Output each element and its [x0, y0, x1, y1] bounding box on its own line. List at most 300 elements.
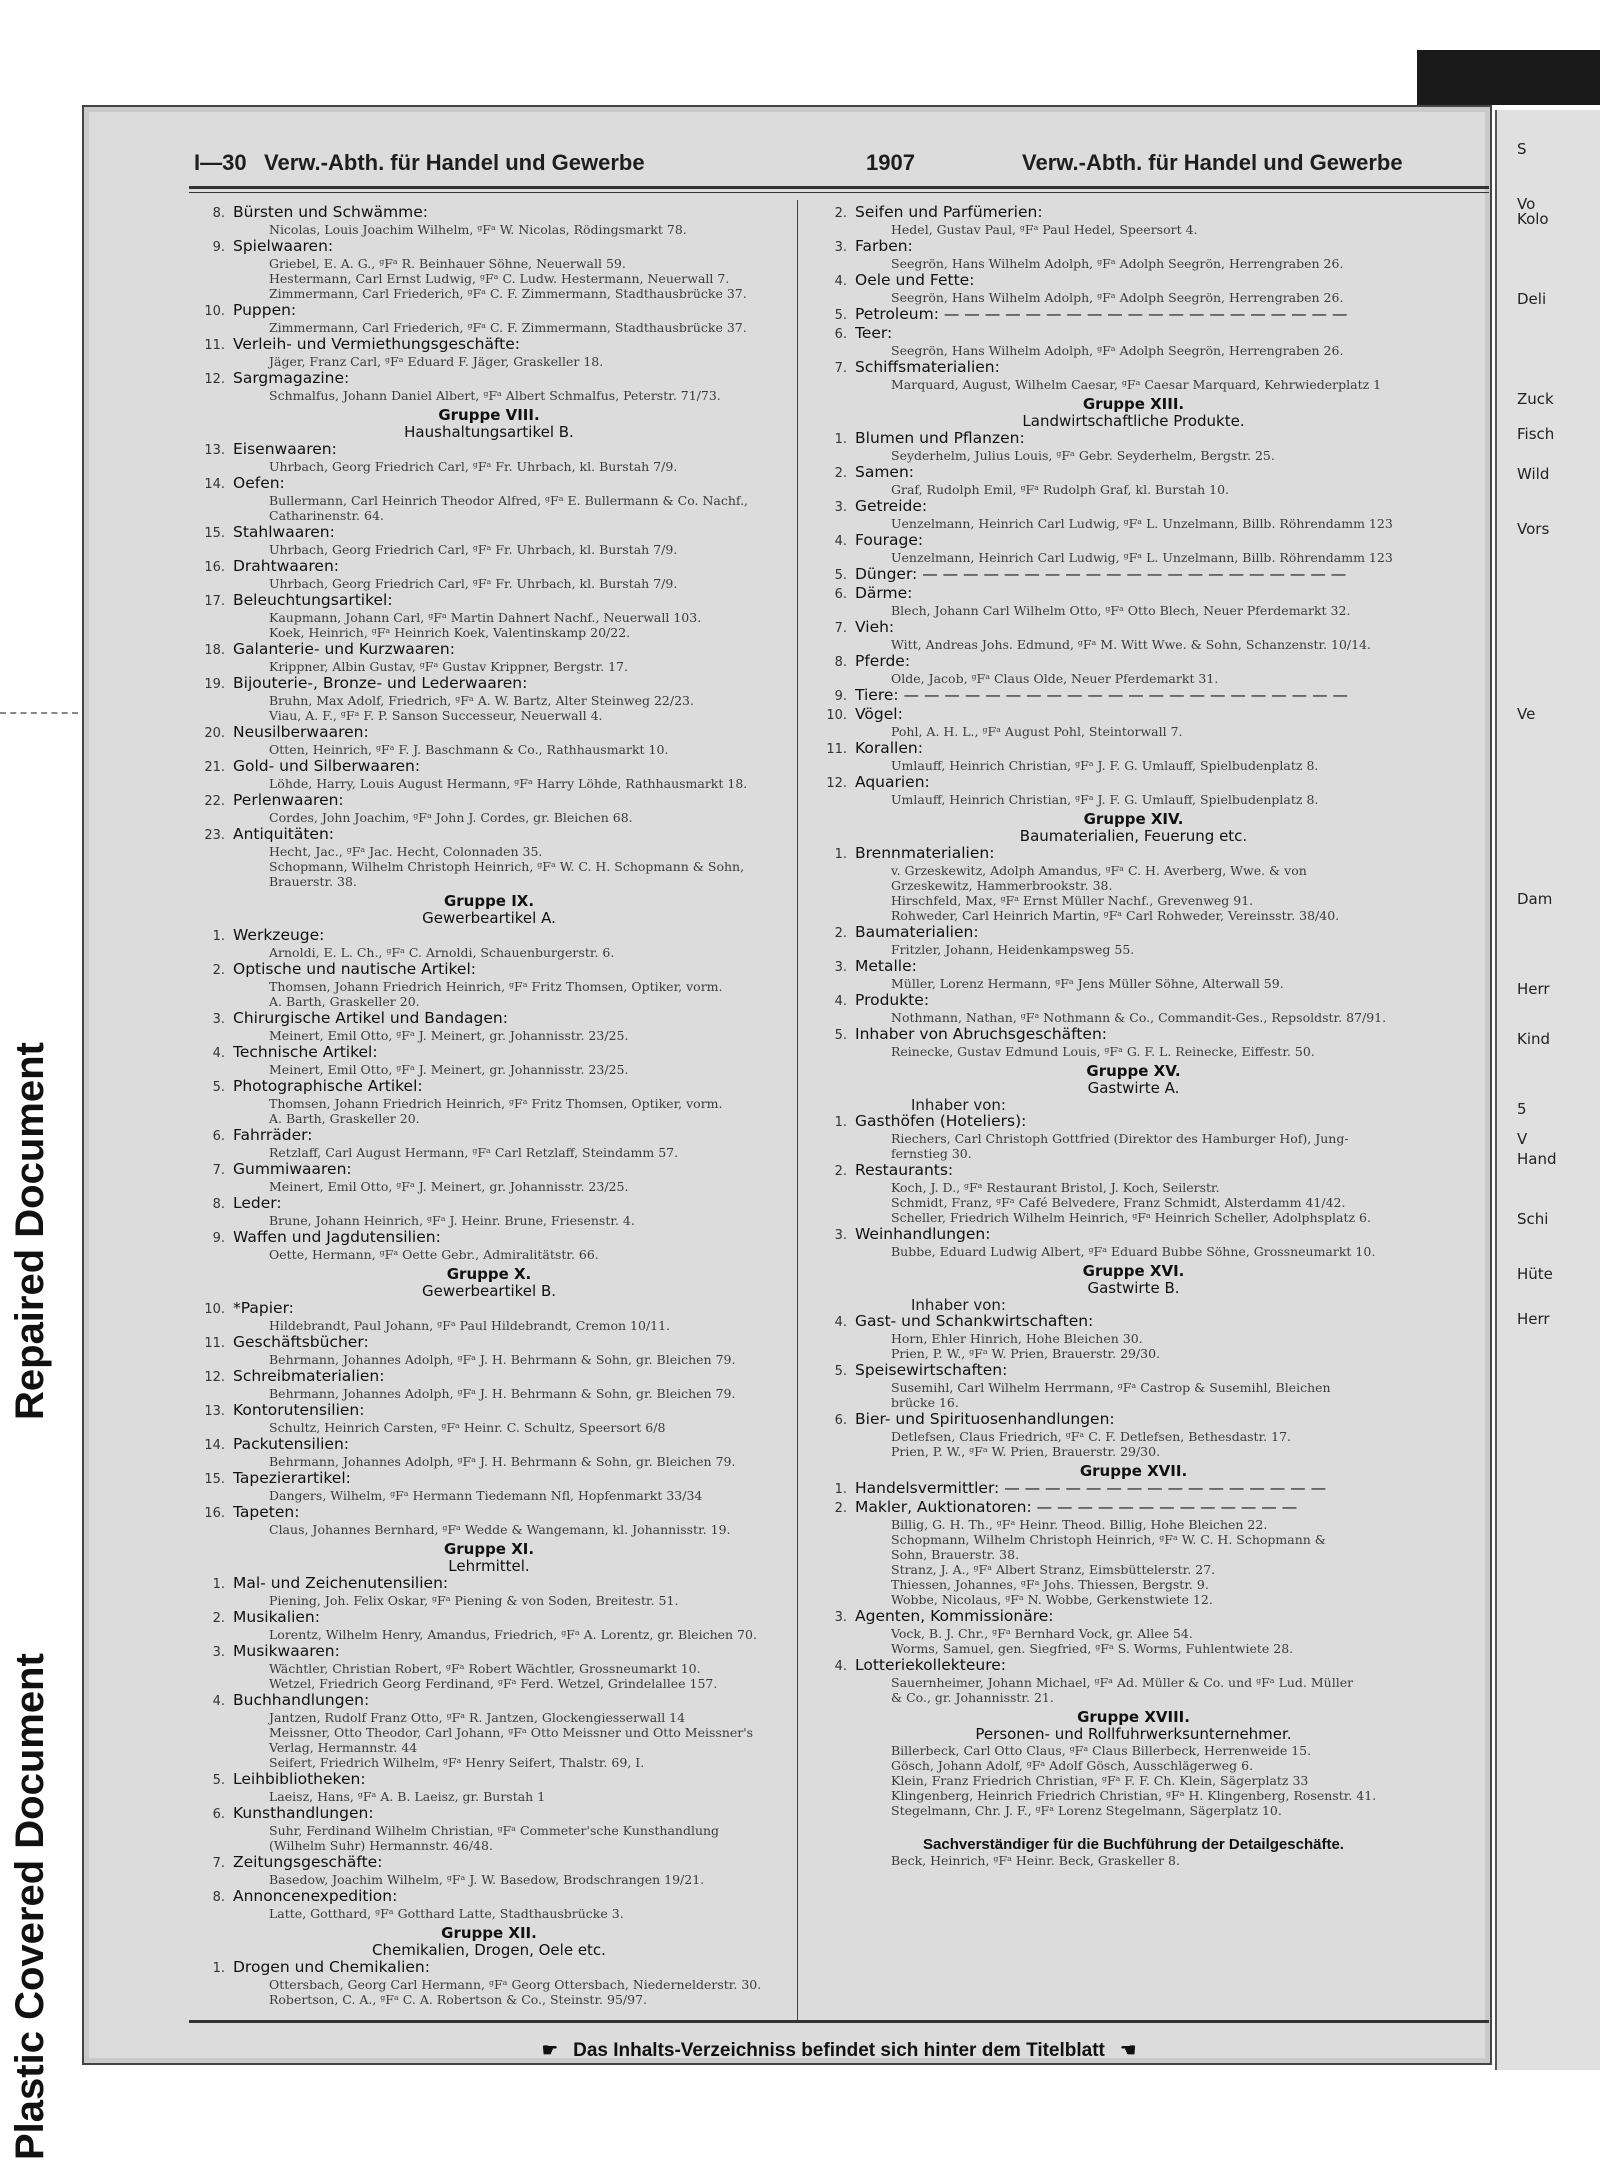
firm-listing-line: Scheller, Friedrich Wilhelm Heinrich, ᵍFᵃ Heinrich Scheller, Adolphsplatz 6.: [891, 1210, 1371, 1225]
firm-listing-line: Prien, P. W., ᵍFᵃ W. Prien, Brauerstr. 29/30.: [891, 1346, 1161, 1361]
firm-listing-line: Hirschfeld, Max, ᵍFᵃ Ernst Müller Nachf., Grevenweg 91.: [891, 893, 1254, 908]
header-year: 1907: [866, 150, 915, 175]
category-number: 16.: [204, 560, 225, 575]
footer-text: Das Inhalts-Verzeichniss befindet sich hinter dem Titelblatt: [573, 2040, 1105, 2061]
firm-listing-line: Seegrön, Hans Wilhelm Adolph, ᵍFᵃ Adolph Seegrön, Herrengraben 26.: [891, 343, 1344, 358]
firm-listing-line: Umlauff, Heinrich Christian, ᵍFᵃ J. F. G. Umlauff, Spielbudenplatz 8.: [891, 792, 1319, 807]
firm-listing-line: Jantzen, Rudolf Franz Otto, ᵍFᵃ R. Jantzen, Glockengiesserwall 14: [269, 1710, 686, 1725]
category-entry: [811, 619, 1456, 652]
category-name: Leder:: [233, 1194, 282, 1212]
category-name: Tapeten:: [233, 1503, 300, 1521]
category-number: 5.: [834, 568, 847, 583]
category-number: 1.: [834, 1115, 847, 1130]
category-name: Gummiwaaren:: [233, 1160, 352, 1178]
category-name: Agenten, Kommissionäre:: [855, 1607, 1054, 1625]
category-name: Buchhandlungen:: [233, 1691, 370, 1709]
firm-listing-line: Olde, Jacob, ᵍFᵃ Claus Olde, Neuer Pferdemarkt 31.: [891, 671, 1219, 686]
firm-listing-line: Otten, Heinrich, ᵍFᵃ F. J. Baschmann & Co., Rathhausmarkt 10.: [269, 742, 669, 757]
category-number: 1.: [212, 1577, 225, 1592]
category-name: Produkte:: [855, 991, 930, 1009]
firm-listing-line: Detlefsen, Claus Friedrich, ᵍFᵃ C. F. Detlefsen, Bethesdastr. 17.: [891, 1429, 1292, 1444]
category-heading: [811, 464, 1456, 482]
group-title: Gruppe XIV.: [1083, 810, 1184, 828]
category-name: Brennmaterialien:: [855, 844, 995, 862]
firm-listing-line: Wobbe, Nicolaus, ᵍFᵃ N. Wobbe, Gerkenstwiete 12.: [891, 1592, 1213, 1607]
category-entry: [189, 927, 789, 960]
category-heading: [811, 204, 1456, 222]
category-number: 2.: [212, 1611, 225, 1626]
category-heading: [811, 1362, 1456, 1380]
category-heading: [811, 687, 1456, 705]
category-entry: [811, 845, 1456, 923]
group-title: Gruppe XV.: [1086, 1062, 1181, 1080]
category-name: Oefen:: [233, 474, 285, 492]
category-heading: [811, 272, 1456, 290]
category-name: Inhaber von Abruchsgeschäften:: [855, 1025, 1107, 1043]
firm-listing-line: Billerbeck, Carl Otto Claus, ᵍFᵃ Claus Billerbeck, Herrenweide 15.: [891, 1743, 1312, 1758]
category-number: 7.: [212, 1163, 225, 1178]
category-entry: [811, 359, 1456, 392]
category-heading: [811, 619, 1456, 637]
firm-listing-line: Behrmann, Johannes Adolph, ᵍFᵃ J. H. Behrmann & Sohn, gr. Bleichen 79.: [269, 1386, 736, 1401]
category-name: Gasthöfen (Hoteliers):: [855, 1112, 1027, 1130]
firm-listing-line: Blech, Johann Carl Wilhelm Otto, ᵍFᵃ Otto Blech, Neuer Pferdemarkt 32.: [891, 603, 1351, 618]
category-number: 9.: [834, 689, 847, 704]
category-number: 4.: [834, 994, 847, 1009]
category-heading: [811, 238, 1456, 256]
category-number: 5.: [834, 1028, 847, 1043]
category-entry: [189, 1609, 789, 1642]
category-number: 2.: [834, 1501, 847, 1516]
category-name: Kontorutensilien:: [233, 1401, 365, 1419]
category-entry: [189, 1771, 789, 1804]
category-entry: [189, 1161, 789, 1194]
category-heading: [811, 1113, 1456, 1131]
category-number: 2.: [834, 926, 847, 941]
category-entry: [189, 592, 789, 640]
category-number: 7.: [834, 361, 847, 376]
category-number: 2.: [834, 206, 847, 221]
group-subtitle: Chemikalien, Drogen, Oele etc.: [372, 1941, 606, 1959]
category-number: 9.: [212, 240, 225, 255]
category-name: Samen:: [855, 463, 915, 481]
column-separator: [797, 200, 798, 2020]
category-heading: [189, 1195, 789, 1213]
adjacent-page-fragment: Kolo: [1517, 210, 1549, 228]
category-heading: [189, 524, 789, 542]
firm-listing-line: Uenzelmann, Heinrich Carl Ludwig, ᵍFᵃ L. Unzelmann, Billb. Röhrendamm 123: [891, 516, 1393, 531]
group-title: Gruppe XII.: [441, 1924, 537, 1942]
group-title: Gruppe XI.: [443, 1540, 535, 1558]
firm-listing-line: Viau, A. F., ᵍFᵃ F. P. Sanson Successeur, Neuerwall 4.: [269, 708, 603, 723]
firm-listing-line: Kaupmann, Johann Carl, ᵍFᵃ Martin Dahnert Nachf., Neuerwall 103.: [269, 610, 702, 625]
firm-listing-line: Dangers, Wilhelm, ᵍFᵃ Hermann Tiedemann Nfl, Hopfenmarkt 33/34: [269, 1488, 703, 1503]
category-entry: [189, 675, 789, 723]
category-heading: [189, 1959, 789, 1977]
category-name: Baumaterialien:: [855, 923, 979, 941]
category-entry: [811, 924, 1456, 957]
category-number: 5.: [212, 1080, 225, 1095]
adjacent-page-fragment: Herr: [1517, 980, 1550, 998]
category-entry: [811, 1162, 1456, 1225]
firm-listing-line: Thomsen, Johann Friedrich Heinrich, ᵍFᵃ Fritz Thomsen, Optiker, vorm.: [269, 1096, 723, 1111]
firm-listing-line: Beck, Heinrich, ᵍFᵃ Heinr. Beck, Graskeller 8.: [891, 1853, 1180, 1868]
category-heading: [189, 1436, 789, 1454]
category-name: Beleuchtungsartikel:: [233, 591, 393, 609]
category-heading: [811, 359, 1456, 377]
group-title: Gruppe XIII.: [1082, 395, 1185, 413]
category-entry: [811, 774, 1456, 807]
firm-listing-line: Bullermann, Carl Heinrich Theodor Alfred, ᵍFᵃ E. Bullermann & Co. Nachf.,: [269, 493, 749, 508]
group-subtitle: Gewerbeartikel B.: [421, 1282, 557, 1300]
category-number: 5.: [212, 1773, 225, 1788]
category-entry: [189, 370, 789, 403]
category-name: Puppen:: [233, 301, 297, 319]
category-heading: [811, 706, 1456, 724]
firm-listing-line: Uhrbach, Georg Friedrich Carl, ᵍFᵃ Fr. Uhrbach, kl. Burstah 7/9.: [269, 542, 678, 557]
category-entry: [189, 1334, 789, 1367]
firm-listing-line: Piening, Joh. Felix Oskar, ᵍFᵃ Piening & von Soden, Breitestr. 51.: [269, 1593, 679, 1608]
category-number: 3.: [834, 1610, 847, 1625]
firm-listing-line: Brune, Johann Heinrich, ᵍFᵃ J. Heinr. Brune, Friesenstr. 4.: [269, 1213, 635, 1228]
category-entry: [189, 1959, 789, 2007]
firm-listing-line: brücke 16.: [891, 1395, 959, 1410]
category-entry: [811, 1480, 1456, 1498]
firm-listing-line: Horn, Ehler Hinrich, Hohe Bleichen 30.: [891, 1331, 1143, 1346]
category-number: 14.: [204, 477, 225, 492]
category-name: Verleih- und Vermiethungsgeschäfte:: [233, 335, 520, 353]
category-name: Packutensilien:: [233, 1435, 350, 1453]
page-ref: I—30: [194, 150, 247, 175]
category-entry: [811, 566, 1456, 584]
category-number: 7.: [212, 1856, 225, 1871]
special-heading: Sachverständiger für die Buchführung der Detailgeschäfte.: [923, 1836, 1344, 1853]
category-number: 6.: [834, 327, 847, 342]
category-name: Gold- und Silberwaaren:: [233, 757, 421, 775]
category-heading: [811, 1499, 1456, 1517]
side-label-repaired: Repaired Document: [8, 1042, 52, 1420]
firm-listing-line: Sohn, Brauerstr. 38.: [891, 1547, 1020, 1562]
page-inner: [89, 112, 1485, 2061]
category-entry: [189, 1010, 789, 1043]
adjacent-page-fragment: 5: [1517, 1100, 1527, 1118]
category-number: 1.: [834, 432, 847, 447]
category-entry: [811, 740, 1456, 773]
firm-listing-line: Verlag, Hermannstr. 44: [269, 1740, 418, 1755]
category-name: Zeitungsgeschäfte:: [233, 1853, 383, 1871]
category-name: Drahtwaaren:: [233, 557, 339, 575]
category-entry: [189, 1504, 789, 1537]
group-title: Gruppe XVII.: [1079, 1462, 1188, 1480]
category-number: 12.: [204, 372, 225, 387]
firm-listing-line: Bubbe, Eduard Ludwig Albert, ᵍFᵃ Eduard Bubbe Söhne, Grossneumarkt 10.: [891, 1244, 1376, 1259]
category-heading: [811, 306, 1456, 324]
category-heading: [811, 585, 1456, 603]
category-heading: [189, 758, 789, 776]
category-heading: [189, 204, 789, 222]
category-heading: [189, 792, 789, 810]
category-heading: [811, 532, 1456, 550]
adjacent-page-fragment: Ve: [1517, 705, 1536, 723]
category-name: Musikalien:: [233, 1608, 320, 1626]
firm-listing-line: Schultz, Heinrich Carsten, ᵍFᵃ Heinr. C. Schultz, Speersort 6/8: [269, 1420, 666, 1435]
category-number: 4.: [834, 1315, 847, 1330]
category-entry: [189, 558, 789, 591]
category-entry: [189, 1127, 789, 1160]
category-heading: [189, 826, 789, 844]
firm-listing-line: Schopmann, Wilhelm Christoph Heinrich, ᵍFᵃ W. C. H. Schopmann &: [891, 1532, 1326, 1547]
firm-listing-line: fernstieg 30.: [891, 1146, 972, 1161]
category-number: 11.: [826, 742, 847, 757]
adjacent-page-fragment: V: [1517, 1130, 1528, 1148]
category-entry: [811, 958, 1456, 991]
category-entry: [811, 706, 1456, 739]
category-entry: [189, 1692, 789, 1770]
pointing-hand-right-icon: ☛: [541, 2040, 558, 2060]
category-name: Tapezierartikel:: [233, 1469, 351, 1487]
category-heading: [189, 1692, 789, 1710]
firm-listing-line: Catharinenstr. 64.: [269, 508, 384, 523]
category-number: 8.: [212, 1197, 225, 1212]
firm-listing-line: Schopmann, Wilhelm Christoph Heinrich, ᵍFᵃ W. C. H. Schopmann & Sohn,: [269, 859, 745, 874]
firm-listing-line: Robertson, C. A., ᵍFᵃ C. A. Robertson & Co., Steinstr. 95/97.: [269, 1992, 647, 2007]
category-heading: [189, 1854, 789, 1872]
category-number: 1.: [212, 1961, 225, 1976]
firm-listing-line: Behrmann, Johannes Adolph, ᵍFᵃ J. H. Behrmann & Sohn, gr. Bleichen 79.: [269, 1352, 736, 1367]
category-number: 15.: [204, 1472, 225, 1487]
category-number: 23.: [204, 828, 225, 843]
firm-listing-line: Meinert, Emil Otto, ᵍFᵃ J. Meinert, gr. Johannisstr. 23/25.: [269, 1028, 629, 1043]
category-entry: [811, 1113, 1456, 1161]
category-name: Oele und Fette:: [855, 271, 975, 289]
category-name: Speisewirtschaften:: [855, 1361, 1008, 1379]
firm-listing-line: Lorentz, Wilhelm Henry, Amandus, Friedrich, ᵍFᵃ A. Lorentz, gr. Bleichen 70.: [269, 1627, 757, 1642]
firm-listing-line: Worms, Samuel, gen. Siegfried, ᵍFᵃ S. Worms, Fuhlentwiete 28.: [891, 1641, 1294, 1656]
category-name: Perlenwaaren:: [233, 791, 344, 809]
category-heading: [189, 724, 789, 742]
category-number: 20.: [204, 726, 225, 741]
category-number: 2.: [834, 466, 847, 481]
category-heading: [811, 1411, 1456, 1429]
category-name: Leihbibliotheken:: [233, 1770, 366, 1788]
adjacent-page-fragment: Herr: [1517, 1310, 1550, 1328]
category-name: Mal- und Zeichenutensilien:: [233, 1574, 449, 1592]
category-entry: [189, 1888, 789, 1921]
category-name: Werkzeuge:: [233, 926, 325, 944]
category-heading: [811, 740, 1456, 758]
firm-listing-line: Nicolas, Louis Joachim Wilhelm, ᵍFᵃ W. Nicolas, Rödingsmarkt 78.: [269, 222, 687, 237]
category-entry: [811, 430, 1456, 463]
category-name: Bürsten und Schwämme:: [233, 203, 428, 221]
category-number: 22.: [204, 794, 225, 809]
group-subtitle: Personen- und Rollfuhrwerksunternehmer.: [975, 1725, 1292, 1743]
firm-listing-line: Susemihl, Carl Wilhelm Herrmann, ᵍFᵃ Castrop & Susemihl, Bleichen: [891, 1380, 1331, 1395]
category-number: 7.: [834, 621, 847, 636]
category-heading: [189, 1470, 789, 1488]
category-number: 3.: [834, 960, 847, 975]
category-number: 19.: [204, 677, 225, 692]
category-number: 3.: [834, 240, 847, 255]
category-entry: [189, 1368, 789, 1401]
category-entry: [811, 1608, 1456, 1656]
category-entry: [811, 1313, 1456, 1361]
firm-listing-line: Thiessen, Johannes, ᵍFᵃ Johs. Thiessen, Bergstr. 9.: [891, 1577, 1209, 1592]
firm-listing-line: Seyderhelm, Julius Louis, ᵍFᵃ Gebr. Seyderhelm, Bergstr. 25.: [891, 448, 1275, 463]
category-number: 1.: [834, 847, 847, 862]
category-number: 6.: [212, 1807, 225, 1822]
category-heading: [189, 641, 789, 659]
category-entry: [189, 1229, 789, 1262]
category-heading: [189, 370, 789, 388]
category-heading: [189, 1010, 789, 1028]
category-heading: [811, 430, 1456, 448]
category-number: 14.: [204, 1438, 225, 1453]
category-heading: [189, 1575, 789, 1593]
firm-listing-line: Uhrbach, Georg Friedrich Carl, ᵍFᵃ Fr. Uhrbach, kl. Burstah 7/9.: [269, 576, 678, 591]
firm-listing-line: Thomsen, Johann Friedrich Heinrich, ᵍFᵃ Fritz Thomsen, Optiker, vorm.: [269, 979, 723, 994]
firm-listing-line: Schmalfus, Johann Daniel Albert, ᵍFᵃ Albert Schmalfus, Peterstr. 71/73.: [269, 388, 721, 403]
category-number: 21.: [204, 760, 225, 775]
category-number: 6.: [212, 1129, 225, 1144]
firm-listing-line: Nothmann, Nathan, ᵍFᵃ Nothmann & Co., Commandit-Ges., Repsoldstr. 87/91.: [891, 1010, 1387, 1025]
category-entry: [811, 1499, 1456, 1607]
category-heading: [189, 302, 789, 320]
category-entry: [811, 585, 1456, 618]
category-heading: [811, 1480, 1456, 1498]
category-number: 8.: [212, 1890, 225, 1905]
firm-listing-line: Fritzler, Johann, Heidenkampsweg 55.: [891, 942, 1135, 957]
category-number: 17.: [204, 594, 225, 609]
firm-listing-line: Müller, Lorenz Hermann, ᵍFᵃ Jens Müller Söhne, Alterwall 59.: [891, 976, 1284, 991]
adjacent-page-fragment: Vors: [1517, 520, 1550, 538]
firm-listing-line: Claus, Johannes Bernhard, ᵍFᵃ Wedde & Wangemann, kl. Johannisstr. 19.: [269, 1522, 731, 1537]
category-name: Handelsvermittler: — — — — — — — — — — — — — — — —: [855, 1479, 1327, 1497]
firm-listing-line: Pohl, A. H. L., ᵍFᵃ August Pohl, Steintorwall 7.: [891, 724, 1183, 739]
category-number: 13.: [204, 443, 225, 458]
category-number: 18.: [204, 643, 225, 658]
category-number: 4.: [212, 1694, 225, 1709]
firm-listing-line: Wetzel, Friedrich Georg Ferdinand, ᵍFᵃ Ferd. Wetzel, Grindelallee 157.: [269, 1676, 718, 1691]
category-entry: [811, 992, 1456, 1025]
category-name: Sargmagazine:: [233, 369, 350, 387]
firm-listing-line: Stranz, J. A., ᵍFᵃ Albert Stranz, Eimsbüttelerstr. 27.: [891, 1562, 1216, 1577]
category-name: Galanterie- und Kurzwaaren:: [233, 640, 455, 658]
category-number: 13.: [204, 1404, 225, 1419]
right-dark-block: [1417, 50, 1600, 105]
category-name: Vieh:: [855, 618, 895, 636]
category-name: Bier- und Spirituosenhandlungen:: [855, 1410, 1115, 1428]
firm-listing-line: Behrmann, Johannes Adolph, ᵍFᵃ J. H. Behrmann & Sohn, gr. Bleichen 79.: [269, 1454, 736, 1469]
category-entry: [189, 961, 789, 1009]
category-heading: [189, 1888, 789, 1906]
header-left-title: Verw.-Abth. für Handel und Gewerbe: [264, 150, 645, 175]
category-heading: [811, 1313, 1456, 1331]
firm-listing-line: Zimmermann, Carl Friederich, ᵍFᵃ C. F. Zimmermann, Stadthausbrücke 37.: [269, 286, 747, 301]
footer-note: [189, 2040, 1489, 2062]
category-name: Schiffsmaterialien:: [855, 358, 1000, 376]
category-entry: [811, 498, 1456, 531]
firm-listing-line: Graf, Rudolph Emil, ᵍFᵃ Rudolph Graf, kl. Burstah 10.: [891, 482, 1230, 497]
category-number: 3.: [834, 1228, 847, 1243]
category-entry: [189, 524, 789, 557]
category-entry: [811, 1026, 1456, 1059]
category-heading: [811, 566, 1456, 584]
category-name: Bijouterie-, Bronze- und Lederwaaren:: [233, 674, 528, 692]
firm-listing-line: Uhrbach, Georg Friedrich Carl, ᵍFᵃ Fr. Uhrbach, kl. Burstah 7/9.: [269, 459, 678, 474]
category-heading: [189, 1334, 789, 1352]
category-entry: [811, 1657, 1456, 1705]
category-entry: [189, 302, 789, 335]
category-entry: [189, 204, 789, 237]
category-number: 9.: [212, 1231, 225, 1246]
category-number: 4.: [834, 1659, 847, 1674]
category-number: 5.: [834, 1364, 847, 1379]
firm-listing-line: Oette, Hermann, ᵍFᵃ Oette Gebr., Admiralitätstr. 66.: [269, 1247, 599, 1262]
category-entry: [811, 238, 1456, 271]
category-heading: [811, 1026, 1456, 1044]
category-name: Drogen und Chemikalien:: [233, 1958, 430, 1976]
category-entry: [811, 687, 1456, 705]
firm-listing-line: Witt, Andreas Johs. Edmund, ᵍFᵃ M. Witt Wwe. & Sohn, Schanzenstr. 10/14.: [891, 637, 1372, 652]
category-name: Teer:: [855, 324, 893, 342]
category-entry: [189, 441, 789, 474]
firm-listing-line: Jäger, Franz Carl, ᵍFᵃ Eduard F. Jäger, Graskeller 18.: [269, 354, 604, 369]
firm-listing-line: Marquard, August, Wilhelm Caesar, ᵍFᵃ Caesar Marquard, Kehrwiederplatz 1: [891, 377, 1382, 392]
firm-listing-line: Prien, P. W., ᵍFᵃ W. Prien, Brauerstr. 29/30.: [891, 1444, 1161, 1459]
category-heading: [189, 675, 789, 693]
category-name: Technische Artikel:: [233, 1043, 378, 1061]
category-heading: [189, 1127, 789, 1145]
category-entry: [189, 1470, 789, 1503]
header-rule: [189, 186, 1489, 189]
group-subtitle: Haushaltungsartikel B.: [404, 423, 574, 441]
firm-listing-line: Koek, Heinrich, ᵍFᵃ Heinrich Koek, Valentinskamp 20/22.: [269, 625, 631, 640]
adjacent-page-fragment: Vo: [1517, 195, 1536, 213]
group-subtitle: Gastwirte B.: [1087, 1279, 1180, 1297]
category-entry: [811, 325, 1456, 358]
category-number: 3.: [212, 1012, 225, 1027]
category-entry: [189, 1643, 789, 1691]
inhaber-label: Inhaber von:: [911, 1296, 1006, 1314]
firm-listing-line: Schmidt, Franz, ᵍFᵃ Café Belvedere, Franz Schmidt, Alsterdamm 41/42.: [891, 1195, 1346, 1210]
adjacent-page-fragment: Hüte: [1517, 1265, 1553, 1283]
category-name: Vögel:: [855, 705, 903, 723]
category-heading: [189, 475, 789, 493]
category-number: 15.: [204, 526, 225, 541]
firm-listing-line: Hecht, Jac., ᵍFᵃ Jac. Hecht, Colonnaden 35.: [269, 844, 543, 859]
category-entry: [189, 758, 789, 791]
firm-listing-line: Billig, G. H. Th., ᵍFᵃ Heinr. Theod. Billig, Hohe Bleichen 22.: [891, 1517, 1268, 1532]
category-name: Pferde:: [855, 652, 911, 670]
category-entry: [189, 475, 789, 523]
category-number: 1.: [212, 929, 225, 944]
group-title: Gruppe IX.: [443, 892, 535, 910]
category-heading: [189, 238, 789, 256]
category-number: 11.: [204, 338, 225, 353]
group-subtitle: Lehrmittel.: [448, 1557, 530, 1575]
category-number: 2.: [834, 1164, 847, 1179]
category-name: Metalle:: [855, 957, 917, 975]
category-name: Petroleum: — — — — — — — — — — — — — — — — — — — —: [855, 305, 1348, 323]
category-name: Seifen und Parfümerien:: [855, 203, 1043, 221]
firm-listing-line: Cordes, John Joachim, ᵍFᵃ John J. Cordes, gr. Bleichen 68.: [269, 810, 633, 825]
category-name: *Papier:: [233, 1299, 294, 1317]
firm-listing-line: Reinecke, Gustav Edmund Louis, ᵍFᵃ G. F. L. Reinecke, Eiffestr. 50.: [891, 1044, 1315, 1059]
category-entry: [189, 1195, 789, 1228]
category-name: Stahlwaaren:: [233, 523, 335, 541]
adjacent-page-fragment: Schi: [1517, 1210, 1549, 1228]
category-heading: [189, 1402, 789, 1420]
